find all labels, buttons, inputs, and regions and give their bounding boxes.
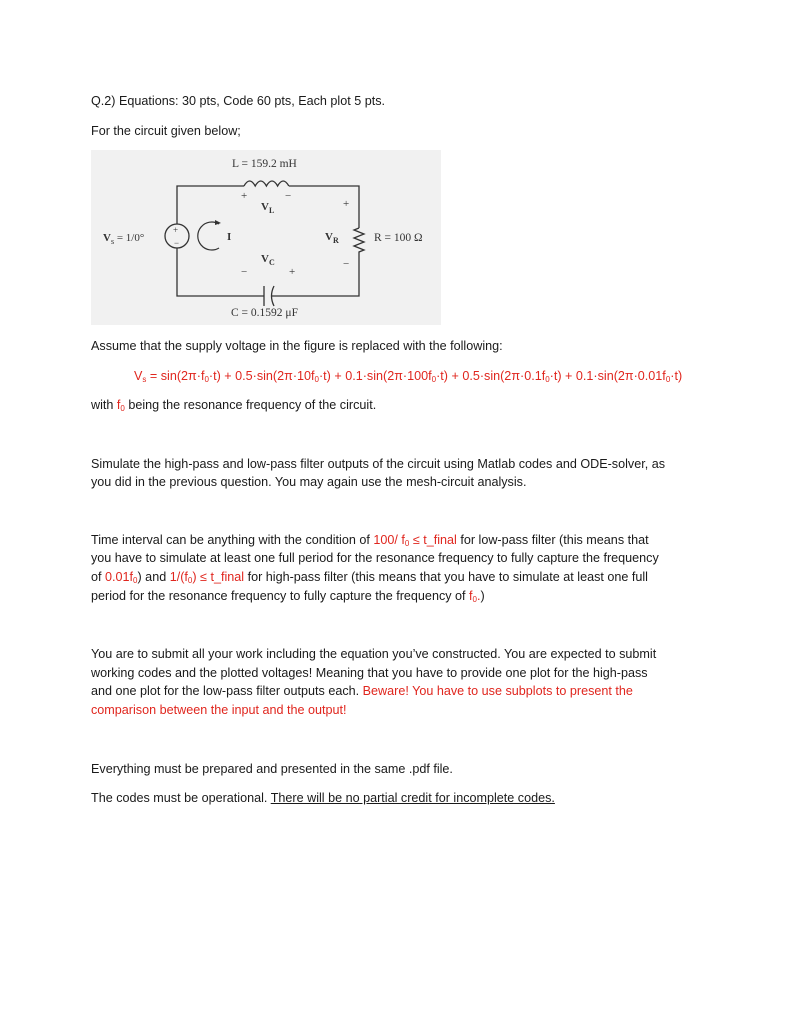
time-line-1: Time interval can be anything with the condition of 100/ $f_0$ ≤ t_final for low-pass filter (this means that: [91, 533, 649, 548]
submit-line-1: You are to submit all your work including the equation you’ve constructed. You are expected to submit: [91, 647, 657, 661]
codes-instruction: The codes must be operational. There will be no partial credit for incomplete codes.: [91, 791, 555, 805]
vl-label: $V_L$: [261, 201, 275, 215]
question-header: Q.2) Equations: 30 pts, Code 60 pts, Each plot 5 pts.: [91, 94, 386, 108]
vc-label: $V_C$: [261, 253, 275, 267]
intro-text: For the circuit given below;: [91, 124, 241, 138]
assume-text: Assume that the supply voltage in the figure is replaced with the following:: [91, 339, 503, 353]
svg-text:−: −: [343, 258, 350, 270]
time-line-4: period for the resonance frequency to fully capture the frequency of $f_0$.): [91, 589, 485, 604]
capacitor-label: C = 0.1592 μF: [231, 307, 298, 319]
svg-text:+: +: [289, 266, 296, 278]
vr-label: $V_R$: [325, 231, 339, 245]
current-label: I: [227, 231, 232, 243]
voltage-equation: $V_s = \sin(2\pi\cdot f_0\cdot t) + 0.5\cdot\sin(2\pi\cdot 10f_0\cdot t) + 0.1\cdot\sin(2\pi\cdot 100f_0\cdot t) + 0.5\cdot\sin(2\pi\cdot 0.1f_0\cdot t) + 0.1\cdot\sin(2\pi\cdot 0.01f_0\cdot t)$: [134, 369, 683, 384]
pdf-instruction: Everything must be prepared and presented in the same .pdf file.: [91, 762, 453, 776]
time-line-2: you have to simulate at least one full period for the resonance frequency to fully capture the frequency: [91, 551, 659, 565]
simulate-line-2: you did in the previous question. You may again use the mesh-circuit analysis.: [91, 475, 527, 489]
resistor-label: R = 100 Ω: [374, 232, 423, 244]
svg-text:−: −: [241, 266, 248, 278]
inductor-label: L = 159.2 mH: [232, 158, 297, 170]
simulate-line-1: Simulate the high-pass and low-pass filter outputs of the circuit using Matlab codes and ODE-solver, as: [91, 457, 666, 471]
submit-line-4: comparison between the input and the output!: [91, 703, 347, 717]
submit-line-2: working codes and the plotted voltages! Meaning that you have to provide one plot for the high-pass: [91, 666, 648, 680]
svg-text:−: −: [285, 190, 292, 202]
source-plus: +: [173, 225, 179, 235]
resonance-line: with $f_0$ being the resonance frequency of the circuit.: [91, 398, 377, 413]
time-line-3: of $0.01f_0$) and $1/(f_0)$ ≤ t_final for high-pass filter (this means that you have to simulate at least one full: [91, 570, 648, 585]
source-label: $V_s = 1/0^\circ$: [103, 232, 145, 246]
circuit-diagram: [91, 150, 441, 325]
svg-text:+: +: [241, 190, 248, 202]
source-minus: −: [174, 238, 180, 248]
svg-text:+: +: [343, 198, 350, 210]
submit-line-3: and one plot for the low-pass filter outputs each. Beware! You have to use subplots to present the: [91, 684, 633, 698]
